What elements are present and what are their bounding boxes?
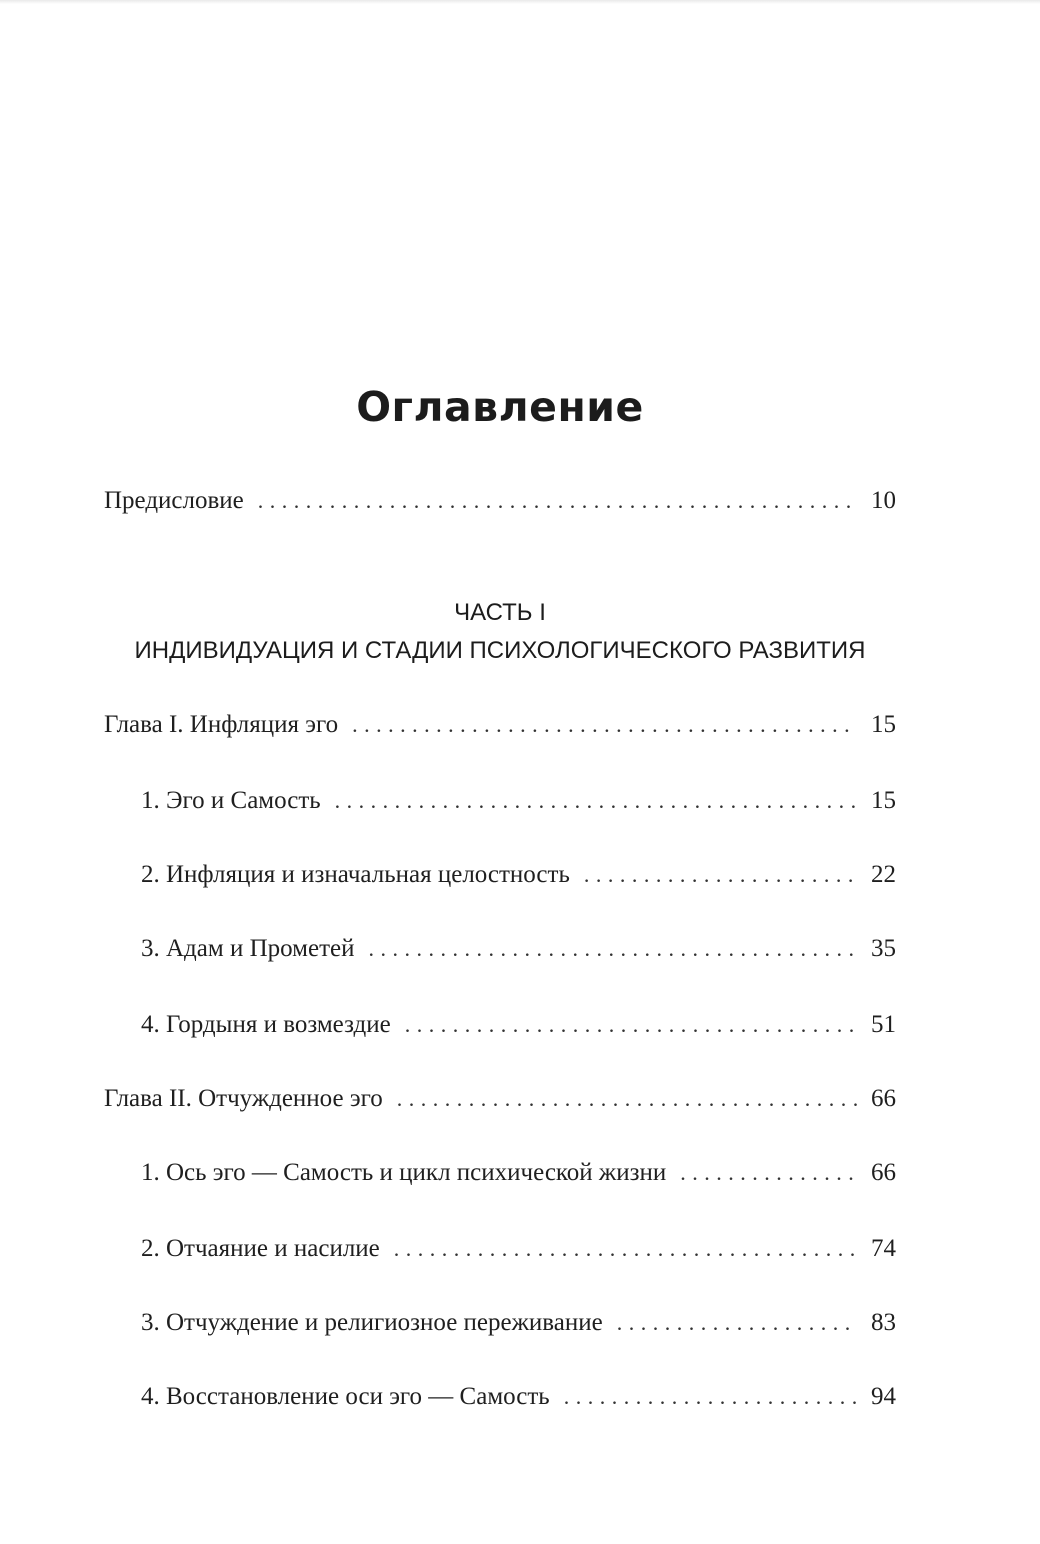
toc-entry-section[interactable]: [141, 1008, 896, 1042]
dot-leader: [368, 932, 857, 966]
dot-leader: [258, 484, 857, 518]
toc-entry-page: 66: [871, 1085, 896, 1112]
page-title: Оглавление: [356, 383, 644, 431]
toc-entry-page: 74: [871, 1235, 896, 1262]
dot-leader: [394, 1232, 857, 1266]
toc-entry-label: 2. Отчаяние и насилие: [141, 1235, 380, 1262]
toc-entry-chapter-1[interactable]: [104, 708, 896, 742]
toc-entry-section[interactable]: [141, 858, 896, 892]
dot-leader: [617, 1306, 857, 1340]
toc-entry-label: 1. Эго и Самость: [141, 787, 321, 814]
part-title: ИНДИВИДУАЦИЯ И СТАДИИ ПСИХОЛОГИЧЕСКОГО РАЗВИТИЯ: [134, 637, 866, 664]
dot-leader: [680, 1156, 857, 1190]
toc-entry-page: 15: [871, 711, 896, 738]
toc-entry-label: 3. Отчуждение и религиозное переживание: [141, 1309, 603, 1336]
toc-entry-section[interactable]: [141, 784, 896, 818]
toc-entry-section[interactable]: [141, 932, 896, 966]
dot-leader: [584, 858, 857, 892]
toc-entry-chapter-2[interactable]: [104, 1082, 896, 1116]
toc-entry-page: 51: [871, 1011, 896, 1038]
dot-leader: [397, 1082, 857, 1116]
toc-entry-section[interactable]: [141, 1380, 896, 1414]
page-top-edge: [0, 0, 1040, 4]
toc-entry-preface[interactable]: [104, 484, 896, 518]
toc-entry-page: 35: [871, 935, 896, 962]
toc-entry-page: 66: [871, 1159, 896, 1186]
toc-entry-page: 10: [871, 487, 896, 514]
toc-entry-page: 22: [871, 861, 896, 888]
dot-leader: [335, 784, 857, 818]
dot-leader: [352, 708, 857, 742]
toc-entry-section[interactable]: [141, 1306, 896, 1340]
toc-entry-section[interactable]: [141, 1232, 896, 1266]
toc-entry-label: Глава I. Инфляция эго: [104, 711, 339, 738]
toc-entry-section[interactable]: [141, 1156, 896, 1190]
toc-entry-label: 1. Ось эго — Самость и цикл психической жизни: [141, 1159, 667, 1186]
part-number: ЧАСТЬ I: [454, 599, 546, 626]
toc-entry-label: Предисловие: [104, 487, 244, 514]
toc-entry-label: 2. Инфляция и изначальная целостность: [141, 861, 570, 888]
toc-entry-label: 4. Восстановление оси эго — Самость: [141, 1383, 550, 1410]
dot-leader: [405, 1008, 857, 1042]
toc-entry-label: 4. Гордыня и возмездие: [141, 1011, 391, 1038]
toc-entry-label: 3. Адам и Прометей: [141, 935, 355, 962]
dot-leader: [564, 1380, 857, 1414]
toc-entry-page: 94: [871, 1383, 896, 1410]
toc-entry-label: Глава II. Отчужденное эго: [104, 1085, 383, 1112]
toc-entry-page: 83: [871, 1309, 896, 1336]
toc-entry-page: 15: [871, 787, 896, 814]
